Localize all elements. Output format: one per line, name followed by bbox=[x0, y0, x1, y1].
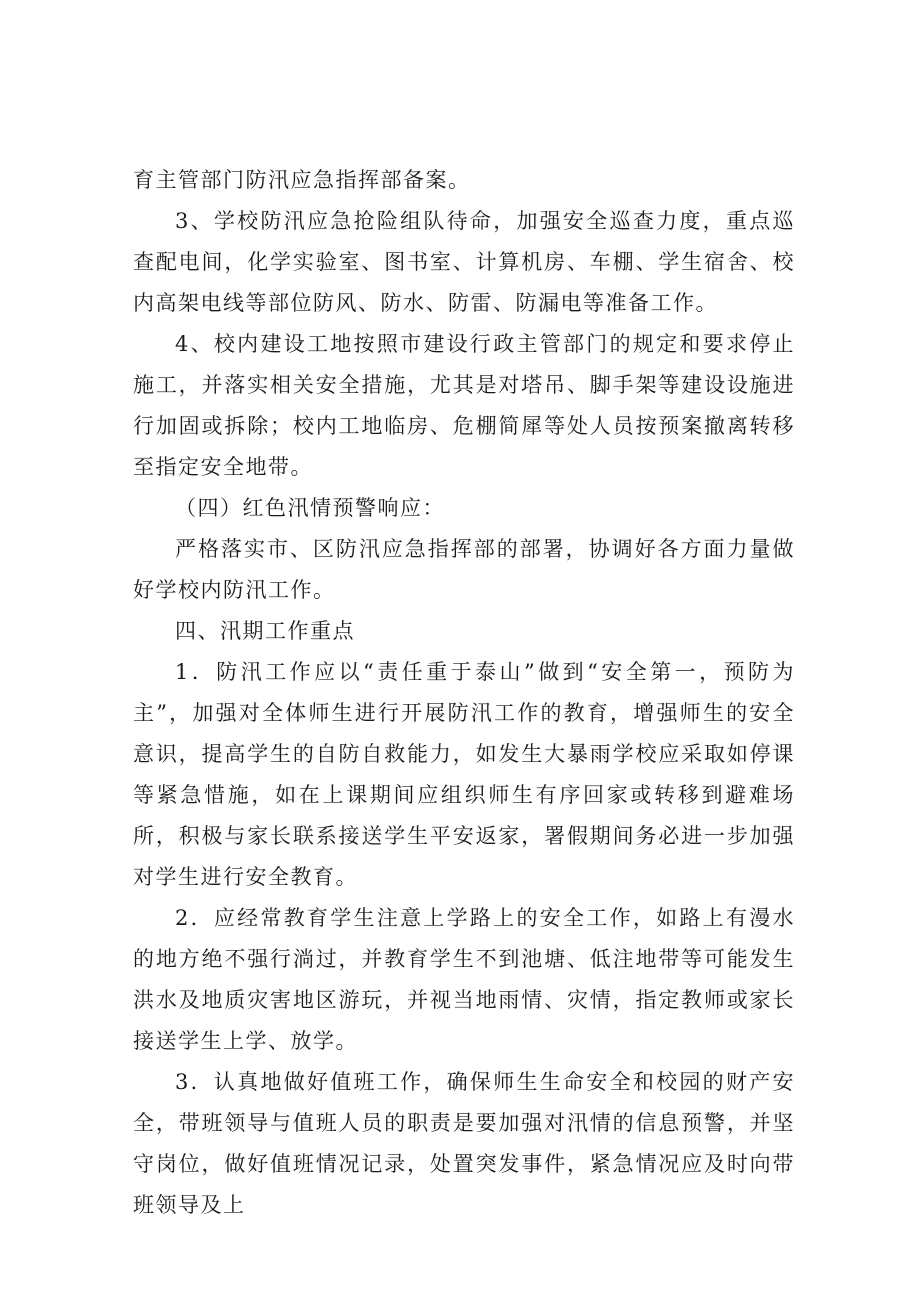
paragraph-item-4-construction: 4、校内建设工地按照市建设行政主管部门的规定和要求停止施工，并落实相关安全措施，尤其是对塔吊、脚手架等建设设施进行加固或拆除；校内工地临房、危棚简犀等处人员按预案撤离转移至指定安全地带。 bbox=[133, 332, 795, 479]
paragraph-focus-2-commute-safety: 2．应经常教育学生注意上学路上的安全工作，如路上有漫水的地方绝不强行淌过，并教育学生不到池塘、低注地带等可能发生洪水及地质灾害地区游玩，并视当地雨情、灾情，指定教师或家长接送学生上学、放学。 bbox=[133, 906, 795, 1053]
paragraph-focus-1-education: 1．防汛工作应以“责任重于泰山”做到“安全第一，预防为主”，加强对全体师生进行开展防汛工作的教育，增强师生的安全意识，提高学生的自防自救能力，如发生大暴雨学校应采取如停课等紧急惜施，如在上课期间应组织师生有序回家或转移到避难场所，积极与家长联系接送学生平安返家，署假期间务必进一步加强对学生进行安全教育。 bbox=[133, 660, 795, 889]
paragraph-continuation: 育主管部门防汛应急指挥部备案。 bbox=[133, 168, 471, 192]
paragraph-red-warning-response: 严格落实市、区防汛应急指挥部的部署，协调好各方面力量做好学校内防汛工作。 bbox=[133, 537, 795, 602]
paragraph-focus-3-duty: 3．认真地做好值班工作，确保师生生命安全和校园的财产安全，带班领导与值班人员的职责是要加强对汛情的信息预警，并坚守岗位，做好值班情况记录，处置突发事件，紧急情况应及时向带班领导及上 bbox=[133, 1070, 795, 1217]
paragraph-item-3-inspection: 3、学校防汛应急抢险组队待命，加强安全巡查力度，重点巡查配电间，化学实验室、图书室、计算机房、车棚、学生宿舍、校内高架电线等部位防风、防水、防雷、防漏电等准备工作。 bbox=[133, 209, 795, 315]
document-body bbox=[133, 160, 795, 1226]
section-heading-flood-season-focus: 四、汛期工作重点 bbox=[175, 619, 355, 643]
section-heading-red-warning: （四）红色汛情预警响应： bbox=[175, 496, 445, 520]
